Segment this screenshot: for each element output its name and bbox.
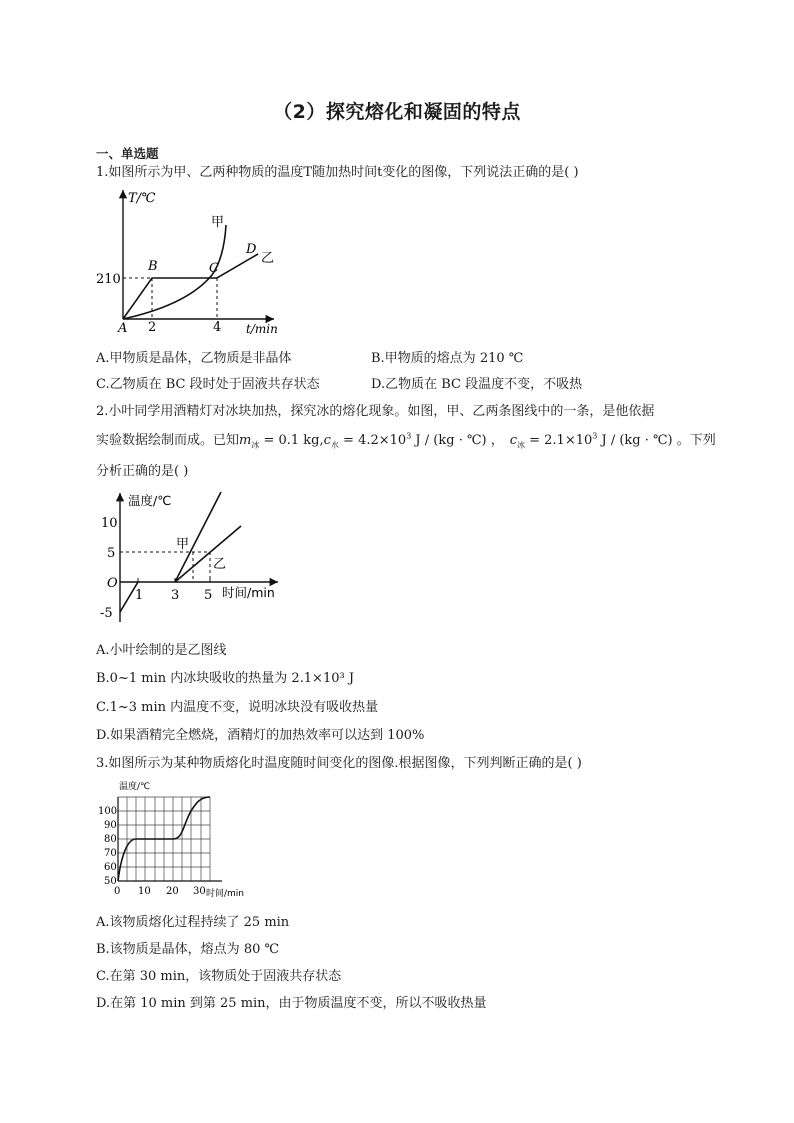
- q1-ylabel: T/℃: [128, 191, 156, 206]
- q2-ytick-10: 10: [101, 516, 118, 531]
- q3-ytick-60: 60: [104, 862, 117, 873]
- q2-ytick-5: 5: [107, 546, 116, 561]
- q3-xtick-0: 0: [114, 886, 121, 897]
- section-header: 一、单选题: [96, 146, 159, 161]
- q1-point-D: D: [246, 242, 257, 257]
- q3-ytick-90: 90: [104, 820, 117, 831]
- q3-ytick-50: 50: [104, 876, 117, 887]
- question-2-stem-line3: 分析正确的是( ): [96, 464, 189, 479]
- q2-curve-yi: [175, 526, 241, 582]
- q1-ytick-210: 210: [96, 272, 121, 287]
- q1-point-B: B: [148, 259, 158, 274]
- q2-xtick-1: 1: [135, 588, 144, 603]
- q3-ytick-70: 70: [104, 848, 117, 859]
- q3-option-d[interactable]: D.在第 10 min 到第 25 min，由于物质温度不变，所以不吸收热量: [96, 996, 487, 1011]
- q1-xtick-2: 2: [148, 320, 157, 335]
- q1-point-C: C: [209, 261, 219, 276]
- question-2-stem-line1: 2.小叶同学用酒精灯对冰块加热，探究冰的熔化现象。如图，甲、乙两条图线中的一条，是他依据: [96, 404, 655, 419]
- q1-label-yi: 乙: [261, 251, 275, 266]
- q1-xlabel: t/min: [246, 322, 278, 336]
- q1-figure: [92, 180, 292, 338]
- q2-ytick-origin: O: [107, 576, 118, 591]
- q3-xtick-10: 10: [138, 886, 151, 897]
- q2-label-yi: 乙: [213, 557, 227, 572]
- q1-label-jia: 甲: [211, 215, 225, 230]
- q2-option-a[interactable]: A.小叶绘制的是乙图线: [96, 643, 227, 658]
- question-1-stem: 1.如图所示为甲、乙两种物质的温度T随加热时间t变化的图像，下列说法正确的是( ): [96, 165, 579, 180]
- q3-option-a[interactable]: A.该物质熔化过程持续了 25 min: [96, 915, 290, 930]
- q2-xlabel: 时间/min: [222, 585, 275, 600]
- q2-xtick-5: 5: [204, 588, 213, 603]
- q1-point-A: A: [118, 321, 128, 336]
- question-3-stem: 3.如图所示为某种物质熔化时温度随时间变化的图像.根据图像，下列判断正确的是( ): [96, 756, 582, 771]
- q2-figure: [98, 488, 288, 628]
- q3-xlabel: 时间/min: [206, 889, 245, 899]
- q2-ylabel: 温度/℃: [128, 493, 172, 508]
- q2-option-c[interactable]: C.1~3 min 内温度不变，说明冰块没有吸收热量: [96, 700, 379, 715]
- question-2-stem-line2: 实验数据绘制而成。已知$m_冰 = 0.1$ $kg,c_水 = 4.2\times 10^3$ J / (kg · ℃) ， $c_冰 = 2.1\times 10^3$ J / (kg · ℃) 。下列: [96, 431, 716, 450]
- q3-xtick-30: 30: [193, 886, 206, 897]
- q2-ytick-minus5: -5: [100, 606, 113, 621]
- q1-option-d[interactable]: D.乙物质在 BC 段温度不变，不吸热: [371, 377, 583, 392]
- q3-option-c[interactable]: C.在第 30 min，该物质处于固液共存状态: [96, 969, 342, 984]
- q2-option-b[interactable]: B.0~1 min 内冰块吸收的热量为 2.1×10³ J: [96, 671, 355, 686]
- page-title: （2）探究熔化和凝固的特点: [273, 101, 521, 123]
- q3-xtick-20: 20: [166, 886, 179, 897]
- q1-option-a[interactable]: A.甲物质是晶体，乙物质是非晶体: [96, 351, 292, 366]
- q1-curve-yi: [123, 254, 258, 319]
- q1-xtick-4: 4: [213, 320, 222, 335]
- q1-option-b[interactable]: B.甲物质的熔点为 210 ℃: [371, 351, 524, 366]
- q2-label-jia: 甲: [176, 537, 190, 552]
- q2-xtick-3: 3: [171, 588, 180, 603]
- q1-option-c[interactable]: C.乙物质在 BC 段时处于固液共存状态: [96, 377, 320, 392]
- q3-ytick-100: 100: [98, 806, 118, 817]
- q3-ytick-80: 80: [104, 834, 117, 845]
- q3-option-b[interactable]: B.该物质是晶体，熔点为 80 ℃: [96, 942, 280, 957]
- q2-option-d[interactable]: D.如果酒精完全燃烧，酒精灯的加热效率可以达到 100%: [96, 728, 425, 743]
- q3-ylabel: 温度/℃: [119, 782, 151, 792]
- q3-figure: [97, 777, 257, 901]
